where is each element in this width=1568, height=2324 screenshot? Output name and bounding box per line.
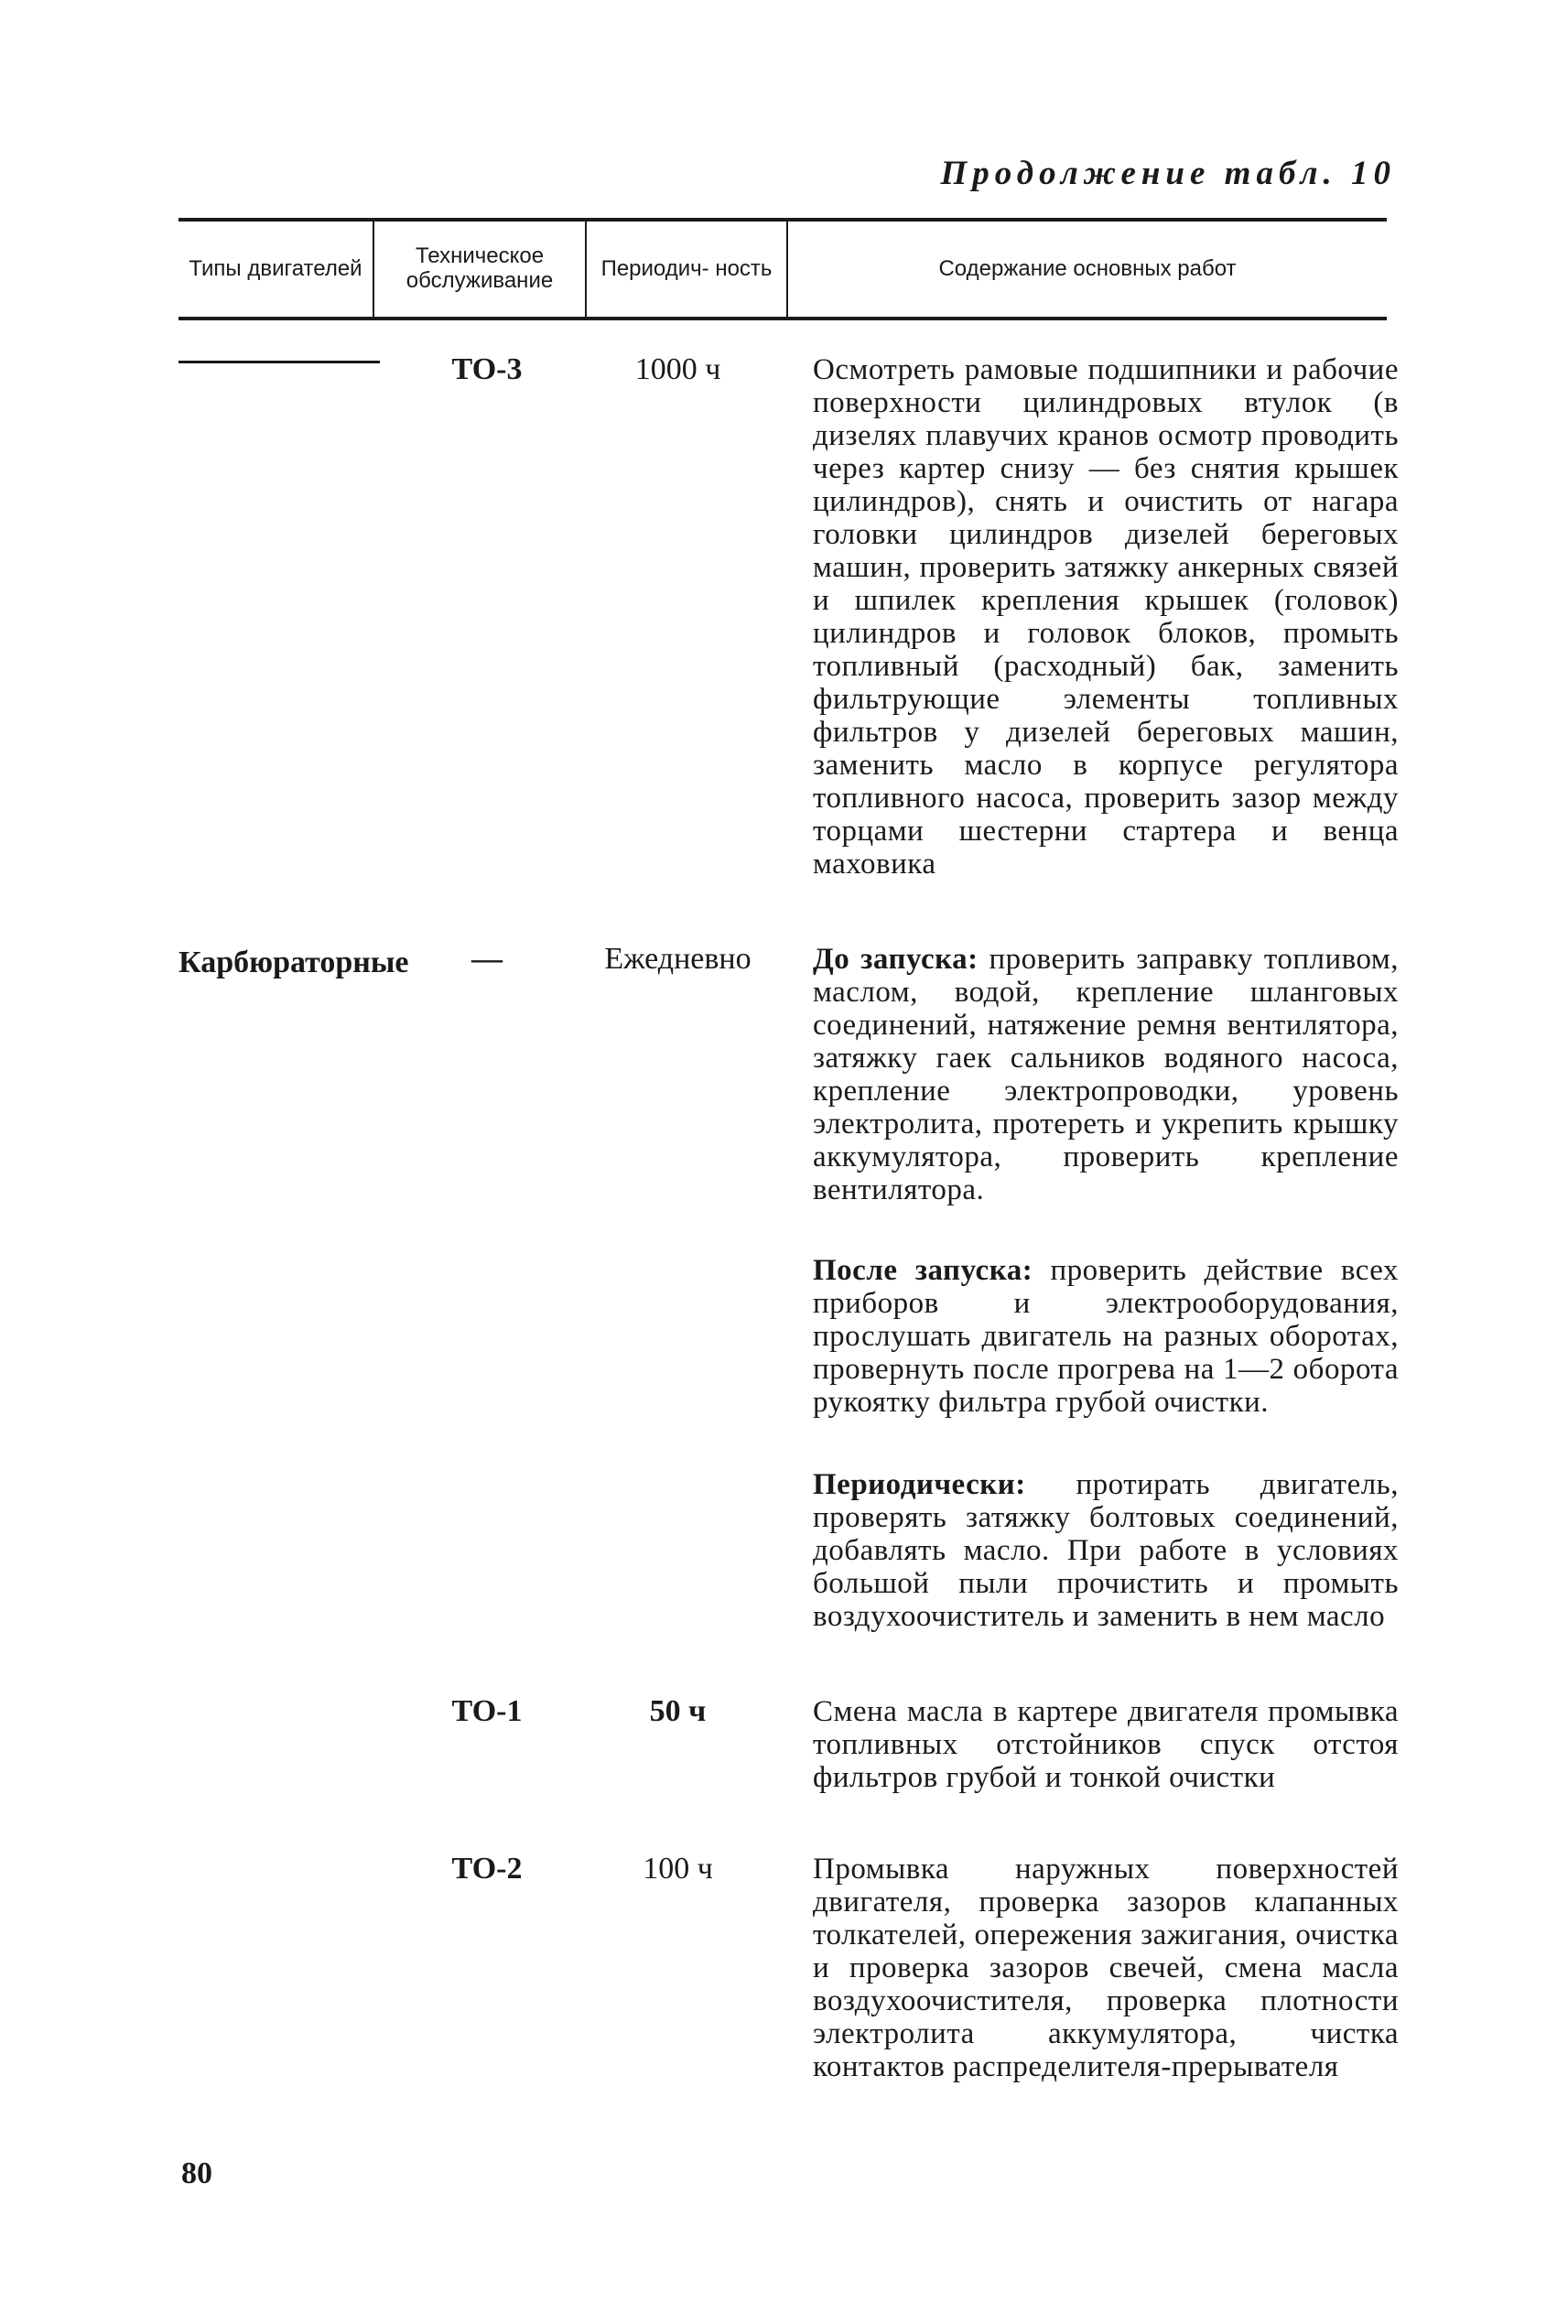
- table-caption: Продолжение табл. 10: [940, 155, 1396, 192]
- work-content-cell: Смена масла в картере двигателя промывка топливных отстойников спуск отстоя фильтров грубой и тонкой очистки: [813, 1695, 1399, 1794]
- header-content: Содержание основных работ: [938, 255, 1237, 281]
- label-periodically: Периодически:: [813, 1468, 1026, 1501]
- maintenance-cell: ТО-2: [451, 1852, 523, 1886]
- periodicity-cell: 1000 ч: [634, 352, 721, 386]
- periodicity-cell: 50 ч: [649, 1694, 707, 1728]
- row-separator-rule: [178, 361, 380, 363]
- text-periodically: протирать двигатель, проверять затяжку болтовых соединений, добавлять масло. При работе в условиях большой пыли прочистить и промыть воздухоочиститель и заменить в нем масло: [813, 1468, 1399, 1633]
- maintenance-cell: ТО-1: [451, 1694, 523, 1728]
- header-engine-types: Типы двигателей: [189, 255, 362, 281]
- maintenance-cell: ТО-3: [451, 352, 523, 386]
- periodicity-cell: Ежедневно: [604, 942, 752, 976]
- header-bottom-rule: [178, 317, 1387, 320]
- work-content-periodically: [813, 1468, 1399, 1633]
- work-content-after-start: [813, 1254, 1399, 1419]
- header-maintenance: Техническое обслуживание: [406, 243, 554, 293]
- text-after-start: проверить действие всех приборов и электрооборудования, прослушать двигатель на разных оборотах, провернуть после прогрева на 1—2 оборота рукоятку фильтра грубой очистки.: [813, 1254, 1400, 1419]
- work-content-before-start: [813, 943, 1399, 1206]
- maintenance-cell: —: [471, 942, 503, 976]
- header-periodicity: Периодич- ность: [600, 255, 773, 281]
- work-content-cell: Осмотреть рамовые подшипники и рабочие поверхности цилиндровых втулок (в дизелях плавучих кранов осмотр проводить через картер снизу — без снятия крышек цилиндров), снять и очистить от нагара головки цилиндров дизелей береговых машин, проверить затяжку анкерных связей и шпилек крепления крышек (головок) цилиндров и головок блоков, промыть топливный (расходный) бак, заменить фильтрующие элементы топливных фильтров у дизелей береговых машин, заменить масло в корпусе регулятора топливного насоса, проверить зазор между торцами шестерни стартера и венца маховика: [813, 353, 1399, 881]
- page-number: 80: [181, 2156, 212, 2190]
- label-after-start: После запуска:: [813, 1254, 1033, 1287]
- work-content-cell: Промывка наружных поверхностей двигателя, проверка зазоров клапанных толкателей, опережения зажигания, очистка и проверка зазоров свечей, смена масла воздухоочистителя, проверка плотности электролита аккумулятора, чистка контактов распределителя-прерывателя: [813, 1853, 1399, 2083]
- engine-type-cell: Карбюраторные: [178, 946, 409, 979]
- label-before-start: До запуска:: [813, 943, 979, 976]
- periodicity-cell: 100 ч: [643, 1852, 713, 1886]
- text-before-start: проверить заправку топливом, маслом, водой, крепление шланговых соединений, натяжение ремня вентилятора, затяжку гаек сальников водяного насоса, крепление электропроводки, уровень электролита, протереть и укрепить крышку аккумулятора, проверить крепление вентилятора.: [813, 943, 1399, 1206]
